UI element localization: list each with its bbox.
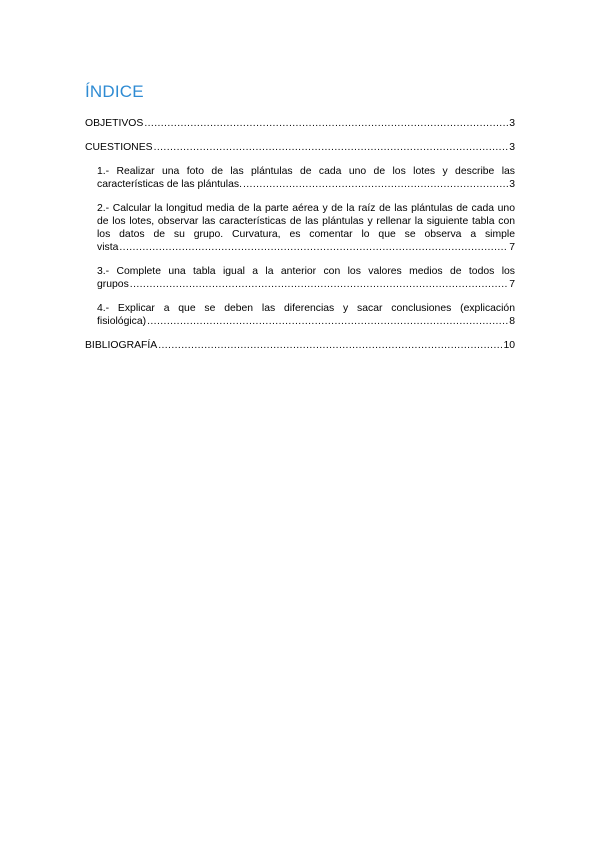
toc-entry-text: fisiológica) (97, 316, 147, 327)
toc-entry-lead: 3.- Complete una tabla igual a la anterior con los valores medios de todos los (97, 266, 515, 277)
toc-entry-text: OBJETIVOS (85, 118, 144, 129)
dot-leader (119, 241, 508, 254)
toc-entry-page: 8 (509, 316, 515, 327)
toc-entry-cuestiones[interactable] (85, 141, 515, 154)
toc-entry-text: vista (97, 242, 119, 253)
dot-leader (158, 339, 502, 352)
toc-entry-line (85, 141, 515, 154)
toc-entry-page: 10 (503, 340, 515, 351)
toc-entry-page: 7 (509, 242, 515, 253)
toc-title: ÍNDICE (85, 82, 144, 101)
toc-entry-lead: 1.- Realizar una foto de las plántulas de cada uno de los lotes y describe las (97, 166, 515, 177)
toc-entry-line (97, 278, 515, 291)
table-of-contents (85, 117, 515, 363)
toc-entry-page: 3 (509, 179, 515, 190)
toc-entry-lead: 4.- Explicar a que se deben las diferencias y sacar conclusiones (explicación (97, 303, 515, 314)
dot-leader (144, 117, 508, 130)
toc-entry-line (97, 241, 515, 254)
toc-entry-page: 7 (509, 279, 515, 290)
toc-entry-text: características de las plántulas. (97, 179, 242, 190)
dot-leader (243, 178, 508, 191)
toc-entry-text: grupos (97, 279, 129, 290)
toc-entry-cuestion-4[interactable] (85, 302, 515, 328)
toc-entry-page: 3 (509, 118, 515, 129)
toc-entry-bibliografia[interactable] (85, 339, 515, 352)
toc-entry-line (85, 117, 515, 130)
dot-leader (154, 141, 509, 154)
toc-entry-lead: 2.- Calcular la longitud media de la parte aérea y de la raíz de las plántulas de cada uno de los lotes, observar las características de las plántulas y rellenar la siguiente tabla con los datos de su grupo. Curvatura, es comentar lo que se observa a simple (97, 203, 515, 240)
dot-leader (130, 278, 508, 291)
toc-entry-line (97, 178, 515, 191)
toc-entry-cuestion-3[interactable] (85, 265, 515, 291)
toc-entry-cuestion-2[interactable] (85, 202, 515, 254)
toc-entry-objetivos[interactable] (85, 117, 515, 130)
toc-entry-cuestion-1[interactable] (85, 165, 515, 191)
dot-leader (147, 315, 508, 328)
toc-entry-line (85, 339, 515, 352)
toc-entry-line (97, 315, 515, 328)
toc-entry-page: 3 (509, 142, 515, 153)
toc-entry-text: BIBLIOGRAFÍA (85, 340, 158, 351)
toc-entry-text: CUESTIONES (85, 142, 153, 153)
